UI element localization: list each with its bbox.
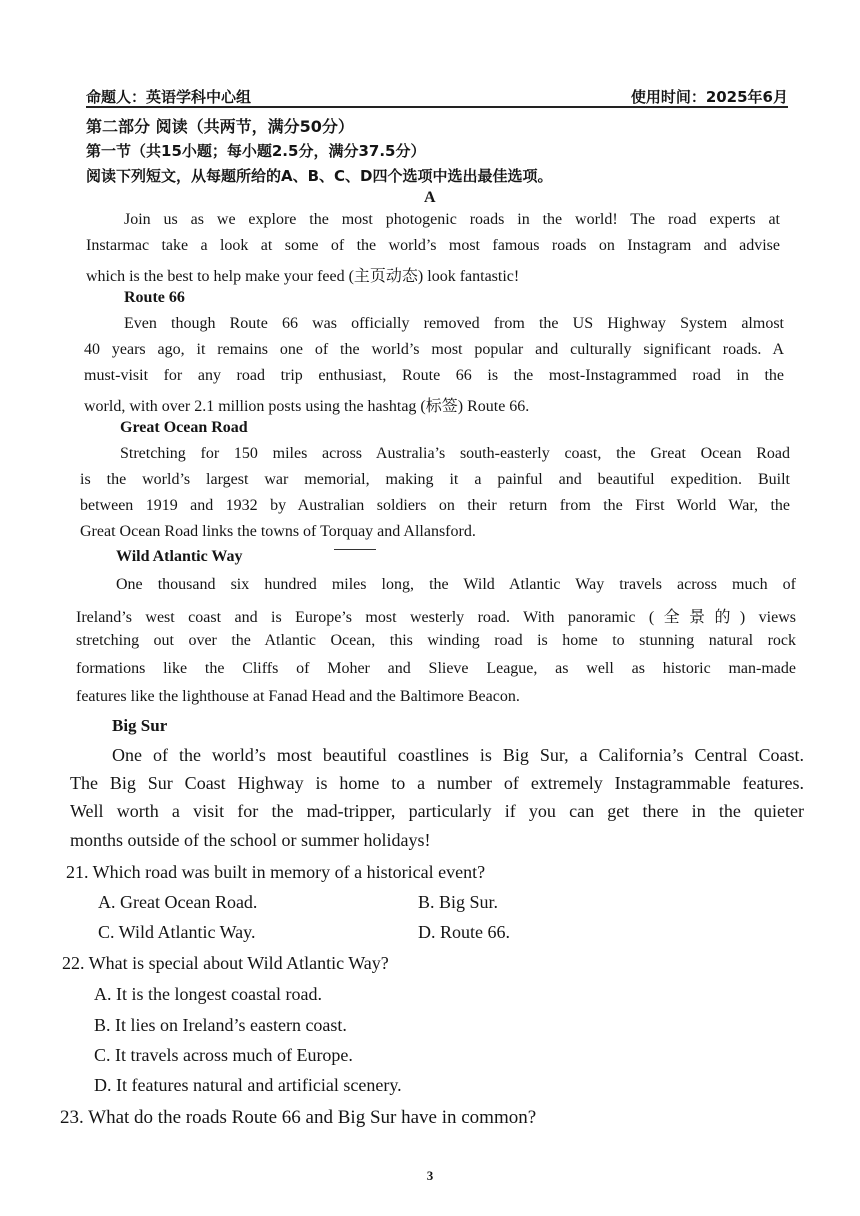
- question-21-stem: 21. Which road was built in memory of a historical event?: [66, 862, 486, 882]
- header-author: 命题人：英语学科中心组: [86, 88, 252, 106]
- page-number: 3: [426, 1168, 434, 1183]
- route66-line: world, with over 2.1 million posts using the hashtag (标签) Route 66.: [84, 398, 530, 415]
- great-ocean-road-heading: Great Ocean Road: [120, 419, 248, 436]
- question-21-option-b[interactable]: B. Big Sur.: [418, 892, 499, 912]
- big-sur-heading: Big Sur: [112, 716, 168, 735]
- route66-line: Even though Route 66 was officially removed from the US Highway System almost: [124, 315, 784, 332]
- big-sur-line: Well worth a visit for the mad-tripper, particularly if you can get there in the quieter: [70, 801, 804, 821]
- big-sur-line: The Big Sur Coast Highway is home to a number of extremely Instagrammable features.: [70, 773, 804, 793]
- wild-atlantic-way-line: One thousand six hundred miles long, the Wild Atlantic Way travels across much of: [116, 576, 796, 593]
- wild-atlantic-way-line: formations like the Cliffs of Moher and Slieve League, as well as historic man-made: [76, 660, 796, 677]
- great-ocean-road-line: is the world’s largest war memorial, making it a painful and beautiful expedition. Built: [80, 471, 790, 488]
- question-22-option-c[interactable]: C. It travels across much of Europe.: [94, 1045, 353, 1065]
- great-ocean-road-line: Stretching for 150 miles across Australia’s south-easterly coast, the Great Ocean Road: [120, 445, 790, 462]
- section-title: 第一节（共15小题；每小题2.5分，满分37.5分）: [86, 142, 426, 160]
- instruction: 阅读下列短文，从每题所给的A、B、C、D四个选项中选出最佳选项。: [86, 167, 553, 185]
- question-21-option-d[interactable]: D. Route 66.: [418, 922, 510, 942]
- ink-mark: [334, 549, 376, 550]
- part-title: 第二部分 阅读（共两节，满分50分）: [86, 117, 354, 136]
- route66-line: 40 years ago, it remains one of the world’s most popular and culturally significant roads. A: [84, 341, 784, 358]
- wild-atlantic-way-heading: Wild Atlantic Way: [116, 548, 243, 565]
- route66-line: must-visit for any road trip enthusiast, Route 66 is the most-Instagrammed road in the: [84, 367, 784, 384]
- header-date: 使用时间：2025年6月: [630, 88, 788, 106]
- big-sur-line: months outside of the school or summer holidays!: [70, 830, 431, 850]
- passage-letter: A: [424, 189, 436, 206]
- great-ocean-road-line: between 1919 and 1932 by Australian soldiers on their return from the First World War, the: [80, 497, 790, 514]
- great-ocean-road-line: Great Ocean Road links the towns of Torquay and Allansford.: [80, 523, 476, 540]
- question-22-option-b[interactable]: B. It lies on Ireland’s eastern coast.: [94, 1015, 347, 1035]
- question-22-option-d[interactable]: D. It features natural and artificial scenery.: [94, 1075, 402, 1095]
- intro-line: Join us as we explore the most photogenic roads in the world! The road experts at: [124, 211, 780, 228]
- question-22-stem: 22. What is special about Wild Atlantic Way?: [62, 953, 389, 973]
- page-header: [86, 84, 788, 108]
- intro-line: which is the best to help make your feed (主页动态) look fantastic!: [86, 268, 520, 285]
- wild-atlantic-way-line: features like the lighthouse at Fanad Head and the Baltimore Beacon.: [76, 688, 520, 705]
- question-21-option-a[interactable]: A. Great Ocean Road.: [98, 892, 258, 912]
- question-23-stem: 23. What do the roads Route 66 and Big Sur have in common?: [60, 1107, 537, 1128]
- intro-line: Instarmac take a look at some of the world’s most famous roads on Instagram and advise: [86, 237, 780, 254]
- question-22-option-a[interactable]: A. It is the longest coastal road.: [94, 984, 322, 1004]
- big-sur-line: One of the world’s most beautiful coastlines is Big Sur, a California’s Central Coast.: [112, 745, 804, 765]
- wild-atlantic-way-line: stretching out over the Atlantic Ocean, this winding road is home to stunning natural rock: [76, 632, 796, 649]
- route66-heading: Route 66: [124, 289, 185, 306]
- wild-atlantic-way-line: Ireland’s west coast and is Europe’s most westerly road. With panoramic (全景的) views: [76, 609, 796, 626]
- question-21-option-c[interactable]: C. Wild Atlantic Way.: [98, 922, 256, 942]
